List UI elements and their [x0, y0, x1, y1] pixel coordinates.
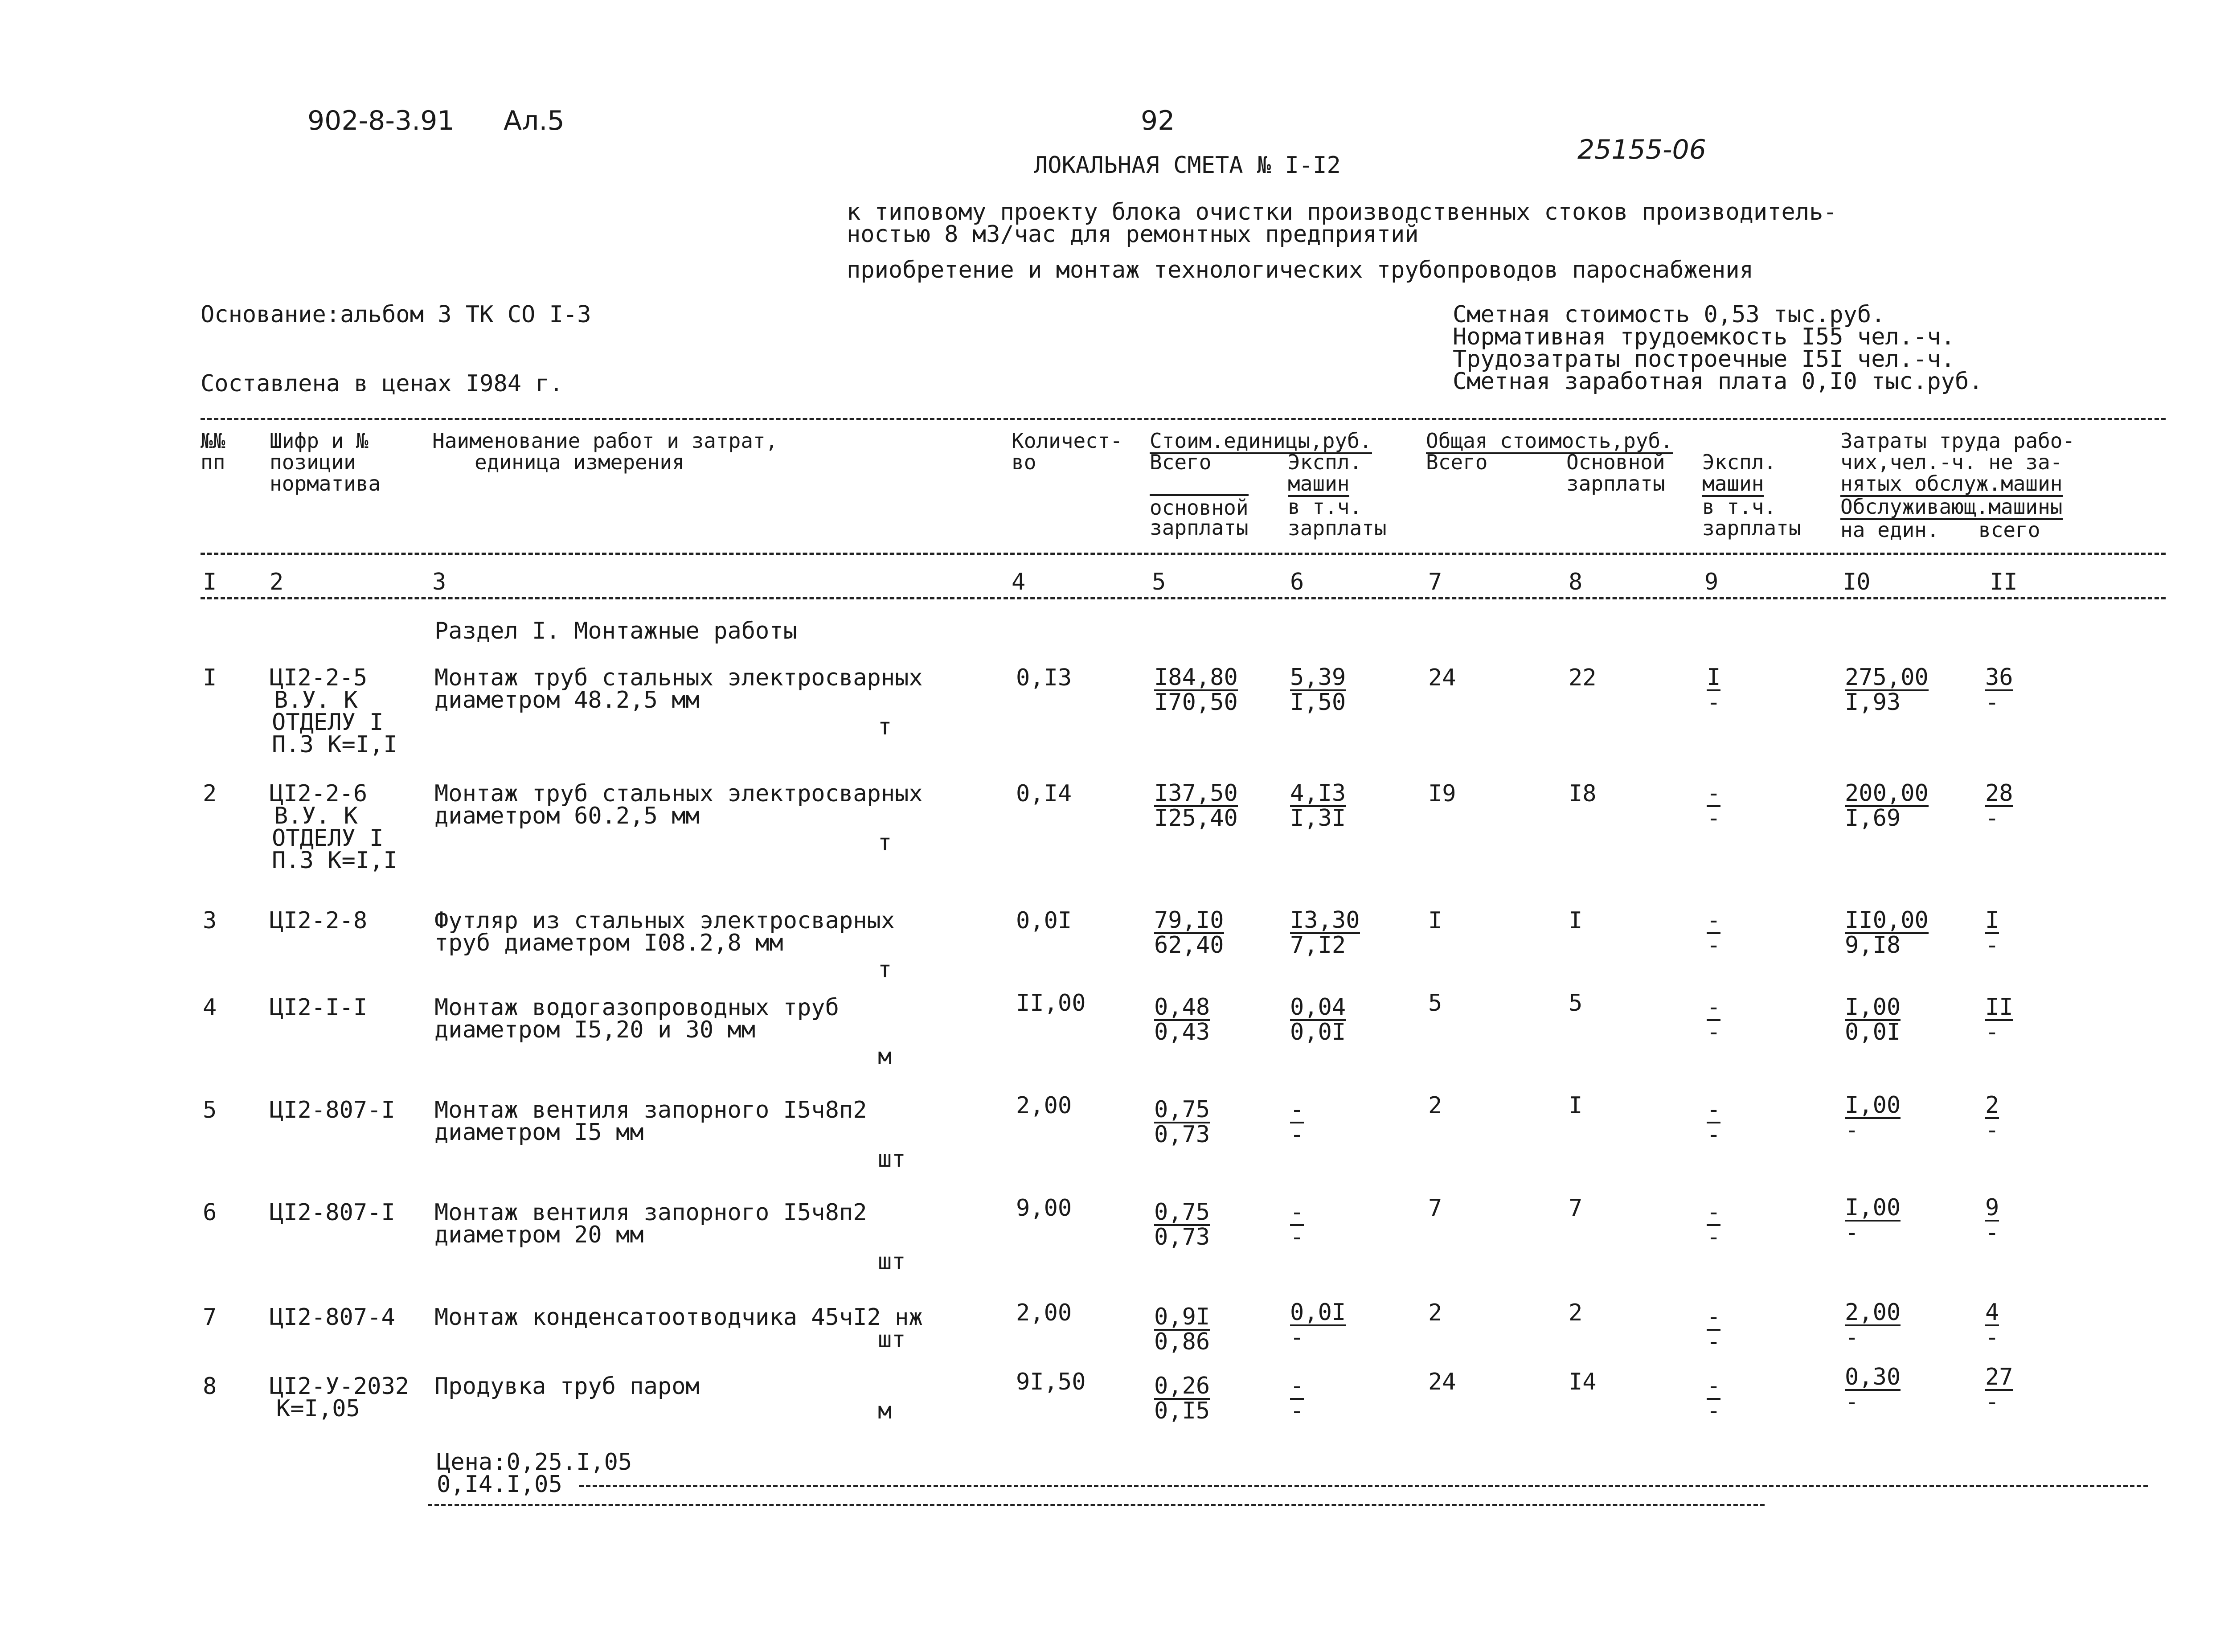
col-number-10: I0 — [1843, 569, 1871, 595]
subtitle-line-1: к типовому проекту блока очистки производственных стоков производитель- — [847, 199, 1837, 225]
row-wage: 2 — [1569, 1299, 1583, 1326]
labor-group-header-b: чих,чел.-ч. не за- — [1840, 450, 2063, 474]
col8-header-a: Основной — [1566, 450, 1665, 474]
header-bottom-rule — [201, 597, 2166, 599]
col4-header-a: Количест- — [1012, 429, 1123, 453]
col3-header-a: Наименование работ и затрат, — [432, 429, 778, 453]
col9-header-d: зарплаты — [1702, 516, 1801, 540]
row-machine-cost: 4,I3 I,3I — [1290, 780, 1346, 832]
row-wage: 7 — [1569, 1195, 1583, 1222]
row-code: В.У. К — [274, 687, 358, 713]
row-total-machine: - - — [1707, 1304, 1721, 1355]
col-number-6: 6 — [1290, 569, 1304, 595]
row-number: 7 — [203, 1304, 217, 1331]
row-labor-total: I - — [1985, 907, 1999, 959]
row-machine-cost: 0,0I - — [1290, 1299, 1346, 1351]
subtitle-line-3: приобретение и монтаж технологических трубопроводов пароснабжения — [847, 257, 1753, 283]
row-machine: 5,39 — [1290, 664, 1346, 691]
row-unit-cost: 0,26 0,I5 — [1154, 1373, 1210, 1424]
row-machine-wage: I,50 — [1290, 689, 1346, 716]
summary-estimated-cost: Сметная стоимость 0,53 тыс.руб. — [1453, 301, 1885, 328]
header-top-rule — [201, 418, 2166, 420]
section-title: Раздел I. Монтажные работы — [434, 618, 797, 644]
row-name: Продувка труб паром — [434, 1373, 700, 1400]
album-number: Ал.5 — [504, 105, 565, 136]
unit-cost-group-header: Стоим.единицы,руб. — [1150, 430, 1372, 454]
col1-header-a: №№ — [201, 429, 225, 453]
col11-header: всего — [1978, 518, 2040, 542]
row-quantity: II,00 — [1016, 990, 1086, 1017]
basis-text: Основание:альбом 3 ТК СО I-3 — [201, 301, 591, 328]
row-name: Монтаж труб стальных электросварных — [434, 780, 923, 807]
col2-header-b: позиции — [270, 450, 356, 474]
footer-rule-lower — [428, 1504, 1765, 1506]
row-labor-total: II - — [1985, 994, 2013, 1045]
row-name: диаметром 60.2,5 мм — [434, 803, 700, 829]
prices-text: Составлена в ценах I984 г. — [201, 370, 563, 397]
row-code: ЦI2-807-4 — [270, 1304, 395, 1331]
row-code: ЦI2-У-2032 — [270, 1373, 410, 1400]
row-total: I — [1428, 907, 1442, 934]
row-total-machine: - - — [1707, 1199, 1721, 1250]
row-total-machine: - - — [1707, 907, 1721, 959]
row-name: Монтаж вентиля запорного I5ч8п2 — [434, 1199, 867, 1226]
row-wage: I8 — [1569, 780, 1597, 807]
row-code: ЦI2-2-8 — [270, 907, 368, 934]
row-labor-unit: 0,30 - — [1845, 1364, 1901, 1415]
row-total: 24 — [1428, 1369, 1456, 1395]
stamp-number: 25155-06 — [1577, 134, 1706, 165]
row-total-machine: - - — [1707, 1373, 1721, 1424]
row-quantity: 2,00 — [1016, 1092, 1072, 1119]
row-code: ЦI2-I-I — [270, 994, 368, 1021]
col-number-9: 9 — [1704, 569, 1719, 595]
row-unit: шт — [878, 1146, 906, 1172]
row-labor-unit: II0,00 9,I8 — [1845, 907, 1929, 959]
row-name: Монтаж вентиля запорного I5ч8п2 — [434, 1097, 867, 1123]
row-code: ЦI2-807-I — [270, 1199, 395, 1226]
summary-labor-costs: Трудозатраты построечные I5I чел.-ч. — [1453, 346, 1955, 373]
row-total: I9 — [1428, 780, 1456, 807]
row-unit: шт — [878, 1326, 906, 1353]
row-unit: м — [878, 1043, 892, 1070]
row-labor-total: 28 - — [1985, 780, 2013, 832]
header-mid-rule — [201, 553, 2166, 555]
price-note-line-2: 0,I4.I,05 — [437, 1471, 562, 1498]
row-name: диаметром I5,20 и 30 мм — [434, 1017, 756, 1043]
row-code: ЦI2-2-6 — [270, 780, 368, 807]
row-total: 7 — [1428, 1195, 1442, 1222]
row-unit-total: I84,80 — [1154, 664, 1238, 691]
col9-header-c: в т.ч. — [1702, 495, 1777, 519]
row-code: ОТДЕЛУ I — [272, 825, 384, 852]
col6-header-a: Экспл. — [1288, 450, 1362, 474]
row-unit-cost: 0,9I 0,86 — [1154, 1304, 1210, 1355]
row-wage: I — [1569, 907, 1583, 934]
row-labor-total: 4 - — [1985, 1299, 1999, 1351]
row-number: 5 — [203, 1097, 217, 1123]
col1-header-b: пп — [201, 450, 225, 474]
summary-wages: Сметная заработная плата 0,I0 тыс.руб. — [1453, 368, 1983, 395]
row-name: Монтаж конденсатоотводчика 45чI2 нж — [434, 1304, 923, 1331]
summary-labor-intensity: Нормативная трудоемкость I55 чел.-ч. — [1453, 324, 1955, 350]
row-total-machine: - - — [1707, 1096, 1721, 1148]
document-title: ЛОКАЛЬНАЯ СМЕТА № I-I2 — [1034, 152, 1341, 179]
row-total: 2 — [1428, 1299, 1442, 1326]
col6-header-b: машин — [1288, 473, 1349, 497]
row-machine-cost: 0,04 0,0I — [1290, 994, 1346, 1045]
row-number: 6 — [203, 1199, 217, 1226]
subtitle-line-2: ностью 8 м3/час для ремонтных предприятий — [847, 221, 1419, 248]
row-unit: м — [878, 1398, 892, 1424]
row-quantity: 0,I4 — [1016, 780, 1072, 807]
row-code: П.3 К=I,I — [272, 731, 397, 758]
col-number-11: II — [1990, 569, 2018, 595]
row-name: Футляр из стальных электросварных — [434, 907, 895, 934]
row-quantity: 9I,50 — [1016, 1369, 1086, 1395]
row-number: 4 — [203, 994, 217, 1021]
col6-header-d: зарплаты — [1288, 516, 1387, 540]
row-machine-cost: I3,30 7,I2 — [1290, 907, 1360, 959]
row-labor-unit: I,00 - — [1845, 1092, 1901, 1144]
price-note-line-1: Цена:0,25.I,05 — [437, 1449, 632, 1476]
row-unit-cost: 0,48 0,43 — [1154, 994, 1210, 1045]
col-number-2: 2 — [270, 569, 284, 595]
col10-header: на един. — [1840, 518, 1939, 542]
row-number: I — [203, 664, 217, 691]
row-total-machine: - - — [1707, 994, 1721, 1045]
row-total-machine: - - — [1707, 780, 1721, 832]
row-unit: т — [878, 713, 892, 740]
row-unit: шт — [878, 1248, 906, 1275]
col-number-4: 4 — [1012, 569, 1026, 595]
row-labor-unit: 2,00 - — [1845, 1299, 1901, 1351]
col4-header-b: во — [1012, 450, 1036, 474]
row-labor-total: 36 - — [1985, 664, 2013, 716]
row-wage: I4 — [1569, 1369, 1597, 1395]
row-machine-cost: - - — [1290, 1096, 1304, 1148]
document-code: 902-8-3.91 — [307, 105, 455, 136]
row-total: 2 — [1428, 1092, 1442, 1119]
row-total: 5 — [1428, 990, 1442, 1017]
row-unit-cost — [1154, 664, 1238, 716]
labor-group-header-c: нятых обслуж.машин — [1840, 473, 2063, 497]
labor-group-header-a: Затраты труда рабо- — [1840, 429, 2075, 453]
row-unit-cost: I37,50 I25,40 — [1154, 780, 1238, 832]
col5-header-bottom-a: основной — [1150, 494, 1249, 518]
row-labor-unit: I,00 - — [1845, 1194, 1901, 1246]
row-quantity: 9,00 — [1016, 1195, 1072, 1222]
row-labor-total: 9 - — [1985, 1194, 1999, 1246]
row-unit-cost: 0,75 0,73 — [1154, 1199, 1210, 1250]
footer-rule-upper — [579, 1485, 2148, 1487]
col5-header-bottom-b: зарплаты — [1150, 516, 1249, 540]
col-number-5: 5 — [1152, 569, 1166, 595]
row-wage: 5 — [1569, 990, 1583, 1017]
col3-header-b: единица измерения — [475, 450, 684, 474]
row-number: 2 — [203, 780, 217, 807]
row-name: диаметром 20 мм — [434, 1222, 644, 1248]
row-total-machine: I - — [1707, 664, 1721, 716]
labor-group-header-d: Обслуживающ.машины — [1840, 496, 2063, 520]
row-machine-cost — [1290, 664, 1346, 716]
col-number-3: 3 — [432, 569, 446, 595]
row-code: ЦI2-807-I — [270, 1097, 395, 1123]
row-code: ЦI2-2-5 — [270, 664, 368, 691]
col7-header: Всего — [1426, 450, 1488, 474]
row-machine-cost: - - — [1290, 1199, 1304, 1250]
col5-header-top: Всего — [1150, 450, 1212, 474]
row-labor-total: 27 - — [1985, 1364, 2013, 1415]
col8-header-b: зарплаты — [1566, 471, 1665, 496]
row-labor-unit: I,00 0,0I — [1845, 994, 1901, 1045]
row-labor-unit: 200,00 I,69 — [1845, 780, 1929, 832]
row-name: Монтаж водогазопроводных труб — [434, 994, 839, 1021]
row-quantity: 0,I3 — [1016, 664, 1072, 691]
row-labor-unit: 275,00 I,93 — [1845, 664, 1929, 716]
col2-header-c: норматива — [270, 471, 381, 496]
row-name: Монтаж труб стальных электросварных — [434, 664, 923, 691]
row-code: В.У. К — [274, 803, 358, 829]
col9-header-a: Экспл. — [1702, 450, 1777, 474]
row-name: труб диаметром I08.2,8 мм — [434, 930, 783, 956]
col6-header-c: в т.ч. — [1288, 495, 1362, 519]
row-code: П.3 К=I,I — [272, 847, 397, 874]
row-wage: I — [1569, 1092, 1583, 1119]
row-quantity: 2,00 — [1016, 1299, 1072, 1326]
row-unit: т — [878, 829, 892, 856]
col2-header-a: Шифр и № — [270, 429, 369, 453]
row-code: ОТДЕЛУ I — [272, 709, 384, 736]
row-number: 3 — [203, 907, 217, 934]
row-machine-cost: - - — [1290, 1373, 1304, 1424]
col-number-1: I — [203, 569, 217, 595]
row-unit-wage: I70,50 — [1154, 689, 1238, 716]
row-total: 24 — [1428, 664, 1456, 691]
row-name: диаметром I5 мм — [434, 1119, 644, 1146]
row-unit-cost: 79,I0 62,40 — [1154, 907, 1224, 959]
row-number: 8 — [203, 1373, 217, 1400]
page-number: 92 — [1141, 105, 1175, 136]
row-quantity: 0,0I — [1016, 907, 1072, 934]
row-unit-cost: 0,75 0,73 — [1154, 1096, 1210, 1148]
row-unit: т — [878, 956, 892, 983]
col-number-7: 7 — [1428, 569, 1442, 595]
row-name: диаметром 48.2,5 мм — [434, 687, 700, 713]
row-labor-total: 2 - — [1985, 1092, 1999, 1144]
col9-header-b: машин — [1702, 473, 1764, 497]
row-wage: 22 — [1569, 664, 1597, 691]
row-code: К=I,05 — [276, 1395, 360, 1422]
col-number-8: 8 — [1569, 569, 1583, 595]
total-cost-group-header: Общая стоимость,руб. — [1426, 430, 1673, 454]
